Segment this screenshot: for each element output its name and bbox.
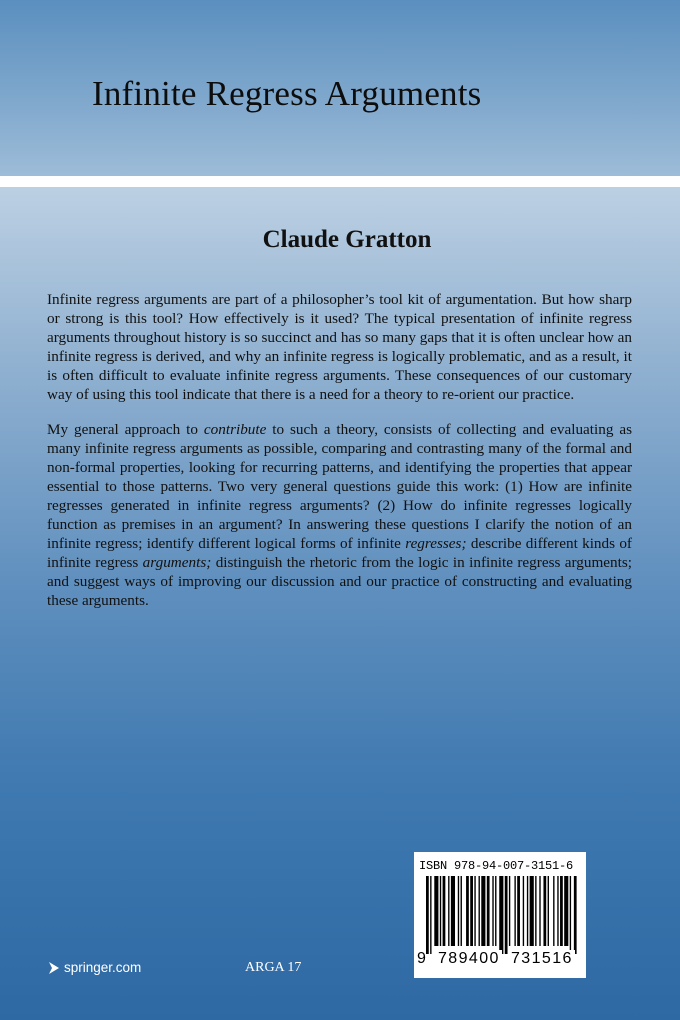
publisher-url: springer.com [64,960,142,975]
series-label: ARGA 17 [245,960,302,975]
blurb-text: describe different kinds of infinite regress [47,535,632,572]
barcode-bar [458,876,459,946]
barcode-bar [499,876,503,954]
barcode-bar [564,876,568,946]
barcode-bar [426,876,429,954]
barcode-bar [527,876,528,946]
ean-left-group: 789400 [438,950,500,967]
barcode-bar [448,876,449,946]
barcode-bar [440,876,441,946]
barcode-bar [523,876,524,946]
barcode-bar [481,876,485,946]
author-name: Claude Gratton [262,226,432,253]
blurb-emphasis: contribute [203,420,267,438]
barcode-bar [430,876,431,954]
barcode-bar [470,876,473,946]
ean-right-group: 731516 [511,950,573,967]
barcode-bar [474,876,475,946]
barcode-bar [505,876,508,954]
barcode-bar [434,876,438,946]
blurb-paragraph-1: Infinite regress arguments are part of a philosopher’s tool kit of argumentation. But how sharp or strong is this tool? How effectively is it used? The typical presentation of infinite regress arguments throughout history is so succinct and has so many gaps that it is often unclear how an infinite regress is derived, and why an infinite regress is logically problematic, and as a result, it is often difficult to evaluate infinite regress arguments. These consequences of our customary way of using this tool indicate that there is a need for a theory to re-orient our practice. [47,291,632,404]
barcode-bar [517,876,520,946]
book-title: Infinite Regress Arguments [92,74,482,113]
barcode-bar [461,876,462,946]
barcode-bar [443,876,446,946]
publisher-link[interactable] [48,960,141,975]
blurb-paragraph-2 [47,420,632,611]
barcode-bar [509,876,510,946]
blurb-text: distinguish the rhetoric from the logic in infinite regress arguments; and suggest ways of improving our discussion and our practice of constructing and evaluating these arguments. [47,554,632,610]
barcode-bar [514,876,515,946]
springer-arrow-icon [48,961,60,975]
divider-rule [0,176,680,187]
barcode-bar [543,876,546,946]
barcode-bar [487,876,490,946]
blurb-text: My general approach to [47,420,204,438]
barcode-bar [548,876,549,946]
barcode-bar [530,876,534,946]
barcode-icon [426,876,578,954]
ean-first-digit: 9 [417,950,426,967]
blurb-emphasis: arguments; [142,554,212,572]
isbn-number: ISBN 978-94-007-3151-6 [419,859,574,873]
barcode-bar [574,876,577,954]
barcode-bar [479,876,480,946]
barcode-bar [560,876,563,946]
barcode-bar [495,876,496,946]
barcode-bar [553,876,554,946]
barcode-bar [557,876,558,946]
barcode-bar [492,876,493,946]
blurb [47,290,632,626]
barcode-bar [539,876,540,946]
barcode-bar [535,876,536,946]
barcode-bar [570,876,571,954]
barcode-bar [466,876,469,946]
blurb-text: to such a theory, consists of collecting and evaluating as many infinite regress arguments as possible, comparing and contrasting many of the formal and non-formal properties, looking for recurring patterns, and identifying the properties that appear essential to those patterns. Two very general questions guide this work: (1) How are infinite regresses generated in infinite regress arguments? (2) How do infinite regresses logically function as premises in an argument? In answering these questions I clarify the notion of an infinite regress; identify different logical forms of infinite [47,420,632,553]
barcode-bar [451,876,455,946]
barcode-label [414,852,586,978]
blurb-emphasis: regresses; [405,535,467,553]
